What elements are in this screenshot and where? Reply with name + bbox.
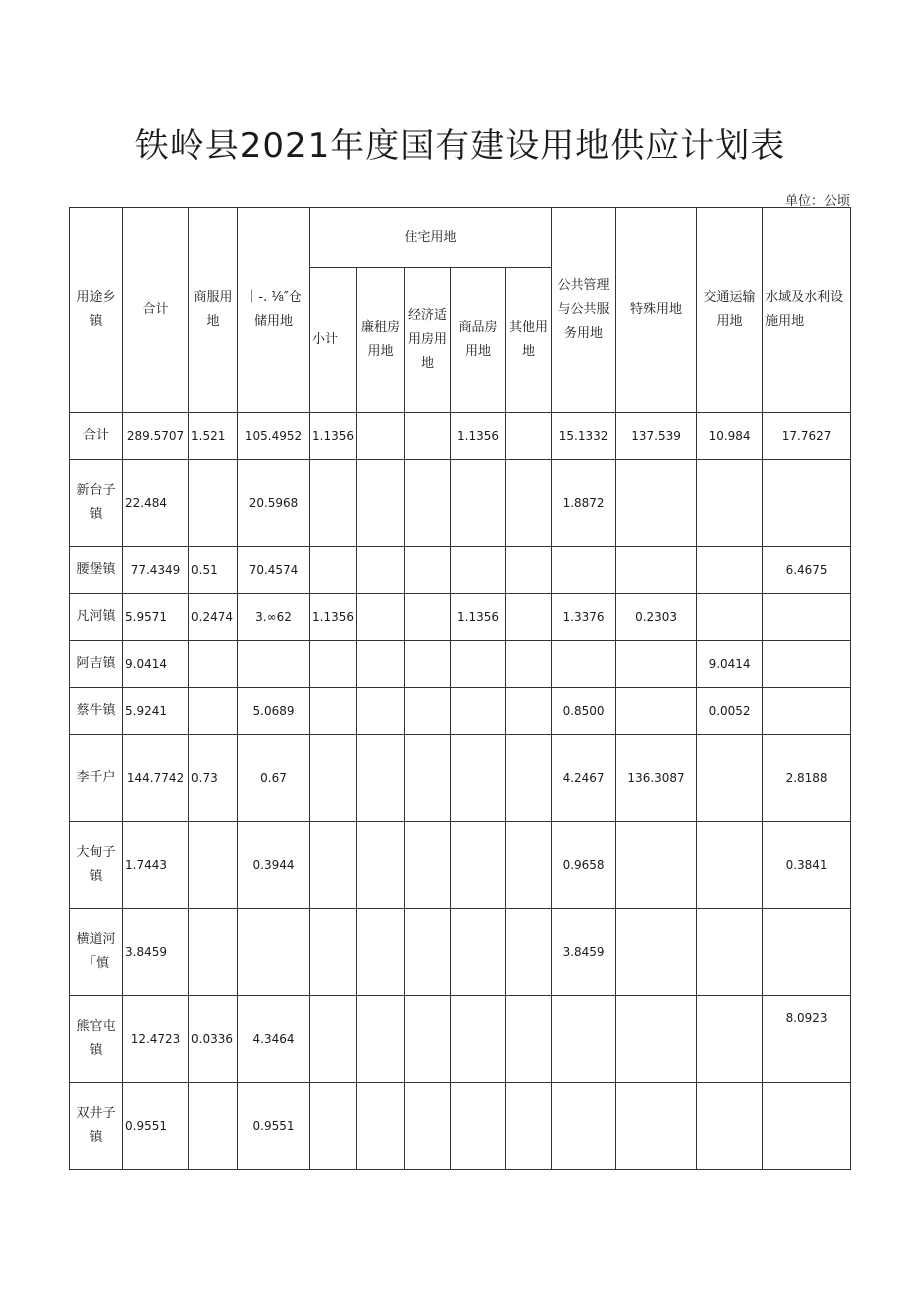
cell-commodity <box>451 547 506 594</box>
cell-commercial: 0.2474 <box>189 594 238 641</box>
cell-special <box>616 688 697 735</box>
cell-public: 1.8872 <box>552 460 616 547</box>
table-row <box>70 1083 851 1170</box>
cell-other-residential <box>506 547 552 594</box>
document-title: 铁岭县2021年度国有建设用地供应计划表 <box>134 126 786 166</box>
cell-industrial: 0.9551 <box>238 1083 310 1170</box>
cell-public: 0.8500 <box>552 688 616 735</box>
cell-other-residential <box>506 735 552 822</box>
header-industrial: ｜-. ⅛″仓储用地 <box>238 208 310 413</box>
cell-commercial: 0.0336 <box>189 996 238 1083</box>
cell-transport: 10.984 <box>697 413 763 460</box>
cell-other-residential <box>506 641 552 688</box>
cell-transport <box>697 735 763 822</box>
cell-industrial: 4.3464 <box>238 996 310 1083</box>
cell-total: 5.9571 <box>123 594 189 641</box>
header-affordable: 经济适用房用地 <box>405 268 451 413</box>
cell-commercial: 1.521 <box>189 413 238 460</box>
cell-low-rent <box>357 688 405 735</box>
header-town: 用途乡镇 <box>70 208 123 413</box>
cell-subtotal <box>310 822 357 909</box>
cell-commercial <box>189 822 238 909</box>
cell-affordable <box>405 413 451 460</box>
cell-affordable <box>405 909 451 996</box>
cell-other-residential <box>506 909 552 996</box>
cell-total: 3.8459 <box>123 909 189 996</box>
cell-water <box>763 1083 851 1170</box>
cell-transport <box>697 909 763 996</box>
cell-subtotal: 1.1356 <box>310 594 357 641</box>
cell-industrial: 5.0689 <box>238 688 310 735</box>
cell-transport <box>697 594 763 641</box>
header-total: 合计 <box>123 208 189 413</box>
row-town: 熊官屯镇 <box>70 996 123 1083</box>
cell-public: 15.1332 <box>552 413 616 460</box>
cell-commercial <box>189 688 238 735</box>
cell-public <box>552 641 616 688</box>
row-town: 李千户 <box>70 735 123 822</box>
cell-commodity <box>451 996 506 1083</box>
cell-affordable <box>405 688 451 735</box>
cell-total: 22.484 <box>123 460 189 547</box>
header-commercial: 商服用地 <box>189 208 238 413</box>
cell-low-rent <box>357 594 405 641</box>
header-commodity: 商品房用地 <box>451 268 506 413</box>
table-row <box>70 641 851 688</box>
cell-industrial: 3.∞62 <box>238 594 310 641</box>
cell-public: 4.2467 <box>552 735 616 822</box>
header-row-1 <box>70 208 851 268</box>
table-row <box>70 460 851 547</box>
cell-subtotal <box>310 460 357 547</box>
cell-water <box>763 909 851 996</box>
cell-special <box>616 460 697 547</box>
cell-water <box>763 594 851 641</box>
cell-commodity: 1.1356 <box>451 413 506 460</box>
row-town: 横道河「慎 <box>70 909 123 996</box>
cell-commodity <box>451 822 506 909</box>
cell-low-rent <box>357 641 405 688</box>
cell-affordable <box>405 547 451 594</box>
row-town: 蔡牛镇 <box>70 688 123 735</box>
table-row <box>70 996 851 1083</box>
cell-special <box>616 641 697 688</box>
cell-special: 137.539 <box>616 413 697 460</box>
cell-low-rent <box>357 996 405 1083</box>
land-supply-table <box>69 207 851 1170</box>
cell-low-rent <box>357 547 405 594</box>
cell-commodity <box>451 735 506 822</box>
header-residential: 住宅用地 <box>310 208 552 268</box>
header-public: 公共管理与公共服务用地 <box>552 208 616 413</box>
cell-commercial <box>189 641 238 688</box>
cell-subtotal <box>310 688 357 735</box>
cell-commodity <box>451 641 506 688</box>
cell-affordable <box>405 822 451 909</box>
cell-affordable <box>405 996 451 1083</box>
cell-affordable <box>405 1083 451 1170</box>
table-row <box>70 413 851 460</box>
row-town: 合计 <box>70 413 123 460</box>
cell-water: 0.3841 <box>763 822 851 909</box>
cell-commercial <box>189 460 238 547</box>
unit-label: 单位：公顷 <box>784 194 850 209</box>
table-row <box>70 909 851 996</box>
cell-affordable <box>405 594 451 641</box>
cell-low-rent <box>357 909 405 996</box>
row-town: 阿吉镇 <box>70 641 123 688</box>
cell-affordable <box>405 460 451 547</box>
cell-subtotal <box>310 1083 357 1170</box>
cell-total: 0.9551 <box>123 1083 189 1170</box>
cell-affordable <box>405 735 451 822</box>
table-row <box>70 735 851 822</box>
cell-special: 0.2303 <box>616 594 697 641</box>
cell-water: 17.7627 <box>763 413 851 460</box>
cell-transport <box>697 822 763 909</box>
cell-water <box>763 641 851 688</box>
cell-low-rent <box>357 413 405 460</box>
cell-total: 5.9241 <box>123 688 189 735</box>
row-town: 新台子镇 <box>70 460 123 547</box>
cell-transport <box>697 1083 763 1170</box>
cell-special <box>616 1083 697 1170</box>
cell-transport: 0.0052 <box>697 688 763 735</box>
cell-industrial: 0.3944 <box>238 822 310 909</box>
cell-total: 144.7742 <box>123 735 189 822</box>
header-low-rent: 廉租房用地 <box>357 268 405 413</box>
cell-water: 6.4675 <box>763 547 851 594</box>
cell-special: 136.3087 <box>616 735 697 822</box>
cell-commercial: 0.73 <box>189 735 238 822</box>
cell-low-rent <box>357 460 405 547</box>
cell-industrial <box>238 641 310 688</box>
cell-industrial <box>238 909 310 996</box>
cell-other-residential <box>506 413 552 460</box>
cell-commercial <box>189 909 238 996</box>
cell-public: 1.3376 <box>552 594 616 641</box>
cell-industrial: 20.5968 <box>238 460 310 547</box>
cell-industrial: 105.4952 <box>238 413 310 460</box>
cell-subtotal: 1.1356 <box>310 413 357 460</box>
cell-commercial <box>189 1083 238 1170</box>
cell-low-rent <box>357 822 405 909</box>
row-town: 腰堡镇 <box>70 547 123 594</box>
cell-other-residential <box>506 822 552 909</box>
cell-total: 12.4723 <box>123 996 189 1083</box>
header-subtotal: 小计 <box>310 268 357 413</box>
cell-total: 77.4349 <box>123 547 189 594</box>
cell-public <box>552 547 616 594</box>
cell-public: 0.9658 <box>552 822 616 909</box>
cell-water: 8.0923 <box>763 996 851 1083</box>
cell-total: 9.0414 <box>123 641 189 688</box>
cell-industrial: 0.67 <box>238 735 310 822</box>
cell-other-residential <box>506 996 552 1083</box>
cell-total: 289.5707 <box>123 413 189 460</box>
cell-subtotal <box>310 641 357 688</box>
cell-transport <box>697 547 763 594</box>
cell-commodity <box>451 1083 506 1170</box>
cell-subtotal <box>310 735 357 822</box>
cell-industrial: 70.4574 <box>238 547 310 594</box>
cell-commodity <box>451 688 506 735</box>
cell-commodity <box>451 909 506 996</box>
cell-commercial: 0.51 <box>189 547 238 594</box>
cell-special <box>616 822 697 909</box>
cell-low-rent <box>357 735 405 822</box>
header-other-residential: 其他用地 <box>506 268 552 413</box>
cell-subtotal <box>310 547 357 594</box>
table-row <box>70 822 851 909</box>
header-special: 特殊用地 <box>616 208 697 413</box>
cell-other-residential <box>506 460 552 547</box>
cell-transport <box>697 460 763 547</box>
cell-public: 3.8459 <box>552 909 616 996</box>
cell-other-residential <box>506 1083 552 1170</box>
cell-low-rent <box>357 1083 405 1170</box>
row-town: 双井子镇 <box>70 1083 123 1170</box>
table-row <box>70 688 851 735</box>
cell-special <box>616 547 697 594</box>
table-row <box>70 594 851 641</box>
cell-water <box>763 460 851 547</box>
cell-total: 1.7443 <box>123 822 189 909</box>
cell-special <box>616 996 697 1083</box>
cell-transport: 9.0414 <box>697 641 763 688</box>
cell-public <box>552 1083 616 1170</box>
cell-commodity: 1.1356 <box>451 594 506 641</box>
cell-special <box>616 909 697 996</box>
row-town: 大甸子镇 <box>70 822 123 909</box>
row-town: 凡河镇 <box>70 594 123 641</box>
cell-water: 2.8188 <box>763 735 851 822</box>
cell-other-residential <box>506 688 552 735</box>
cell-subtotal <box>310 996 357 1083</box>
table-row <box>70 547 851 594</box>
cell-commodity <box>451 460 506 547</box>
cell-subtotal <box>310 909 357 996</box>
header-water: 水域及水利设施用地 <box>763 208 851 413</box>
header-transport: 交通运输用地 <box>697 208 763 413</box>
cell-affordable <box>405 641 451 688</box>
cell-transport <box>697 996 763 1083</box>
cell-water <box>763 688 851 735</box>
cell-public <box>552 996 616 1083</box>
cell-other-residential <box>506 594 552 641</box>
